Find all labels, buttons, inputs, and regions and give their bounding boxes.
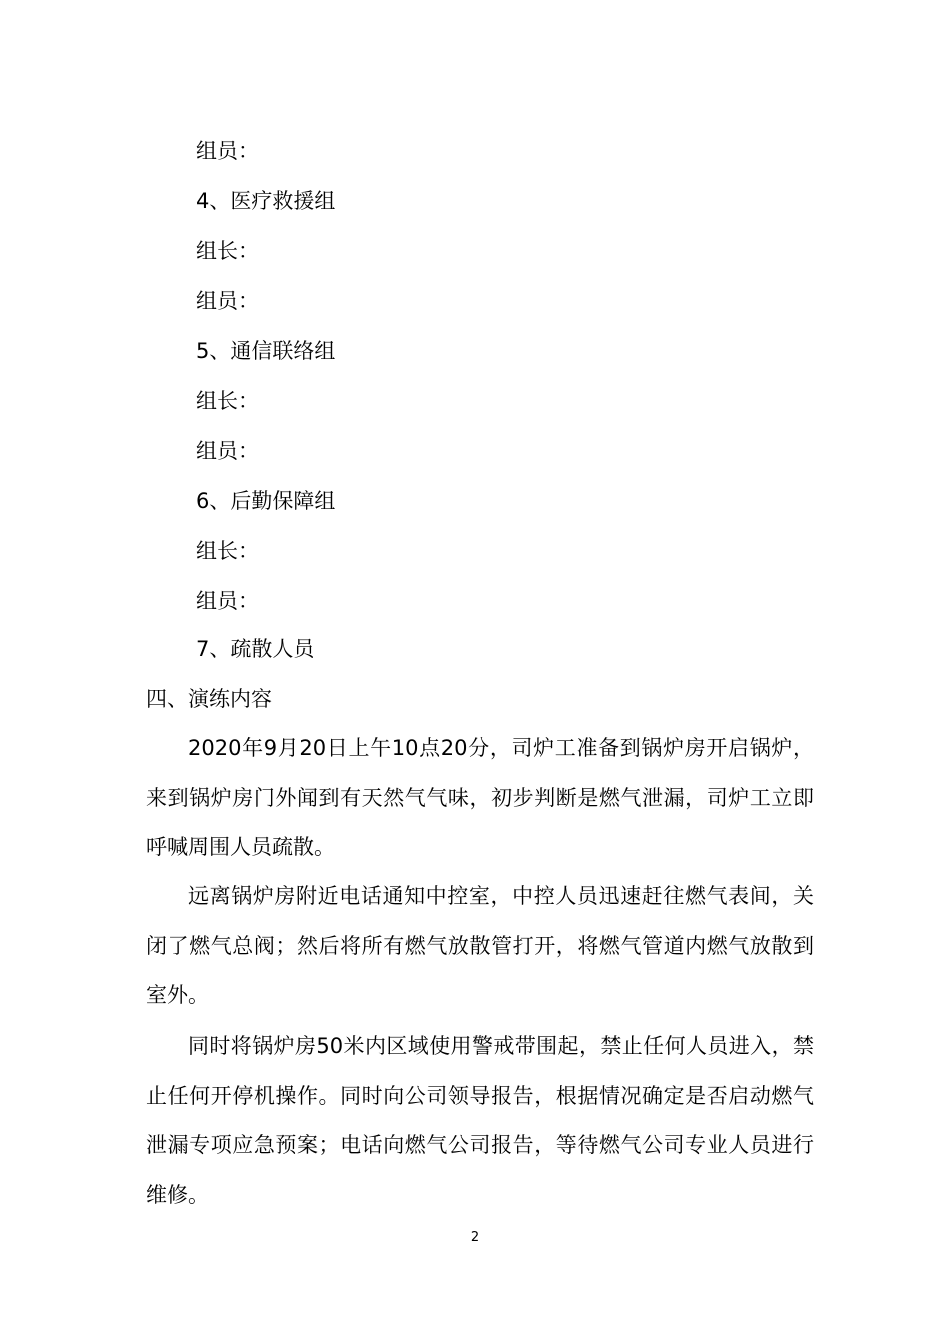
paragraph: 同时将锅炉房50米内区域使用警戒带围起，禁止任何人员进入，禁止任何开停机操作。同时向公司领导报告，根据情况确定是否启动燃气泄漏专项应急预案；电话向燃气公司报告，等待燃气公司专业人员进行维修。 xyxy=(146,1034,814,1207)
list-item-leader: 组长： xyxy=(196,389,259,413)
list-item-members: 组员： xyxy=(196,289,259,313)
section-heading: 四、演练内容 xyxy=(146,687,272,711)
page-number: 2 xyxy=(470,1230,480,1245)
list-item-leader: 组长： xyxy=(196,239,259,263)
list-item-group-title: 5、通信联络组 xyxy=(196,339,336,363)
list-item-group-title: 6、后勤保障组 xyxy=(196,489,336,513)
paragraph: 2020年9月20日上午10点20分，司炉工准备到锅炉房开启锅炉，来到锅炉房门外闻到有天然气气味，初步判断是燃气泄漏，司炉工立即呼喊周围人员疏散。 xyxy=(146,736,814,859)
list-item-leader: 组长： xyxy=(196,539,259,563)
list-item-members: 组员： xyxy=(196,139,259,163)
paragraph: 远离锅炉房附近电话通知中控室，中控人员迅速赶往燃气表间，关闭了燃气总阀；然后将所有燃气放散管打开，将燃气管道内燃气放散到室外。 xyxy=(146,884,814,1007)
list-item-group-title: 7、疏散人员 xyxy=(196,637,315,661)
list-item-members: 组员： xyxy=(196,439,259,463)
list-item-group-title: 4、医疗救援组 xyxy=(196,189,336,213)
list-item-members: 组员： xyxy=(196,589,259,613)
